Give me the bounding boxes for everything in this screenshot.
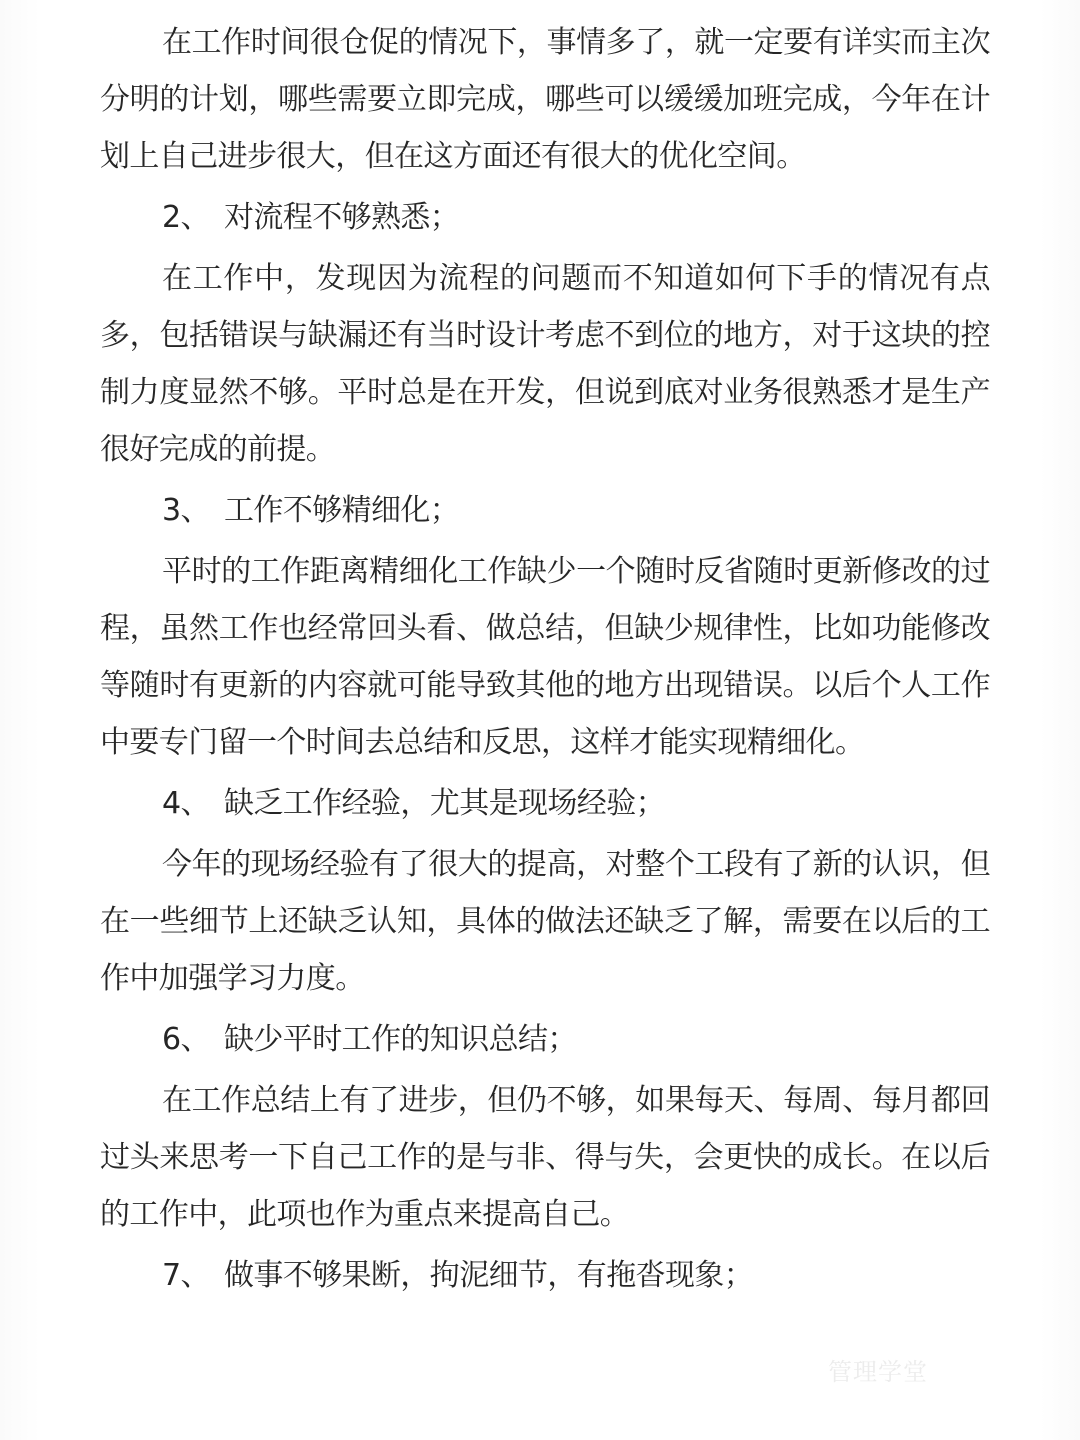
item-3-number: 3、 [162,493,210,528]
paragraph-process: 在工作中，发现因为流程的问题而不知道如何下手的情况有点多，包括错误与缺漏还有当时设计考虑不到位的地方，对于这块的控制力度显然不够。平时总是在开发，但说到底对业务很熟悉才是生产很好完成的前提。 [100,261,990,467]
item-7-heading [100,1247,990,1304]
item-4-number: 4、 [162,786,210,821]
item-2-heading [100,189,990,246]
paragraph-planning: 在工作时间很仓促的情况下，事情多了，就一定要有详实而主次分明的计划，哪些需要立即完成，哪些可以缓缓加班完成，今年在计划上自己进步很大，但在这方面还有很大的优化空间。 [100,25,990,174]
item-2-number: 2、 [162,200,210,235]
item-7-title: 做事不够果断，拘泥细节，有拖沓现象； [224,1258,754,1293]
item-6-heading [100,1011,990,1068]
item-6-number: 6、 [162,1022,210,1057]
item-7-number: 7、 [162,1258,210,1293]
watermark: 管理学堂 [828,1358,928,1386]
item-3-title: 工作不够精细化； [224,493,460,528]
paragraph-experience: 今年的现场经验有了很大的提高，对整个工段有了新的认识，但在一些细节上还缺乏认知，具体的做法还缺乏了解，需要在以后的工作中加强学习力度。 [100,847,990,996]
item-6-title: 缺少平时工作的知识总结； [224,1022,577,1057]
item-2-title: 对流程不够熟悉； [224,200,460,235]
item-4-title: 缺乏工作经验，尤其是现场经验； [224,786,665,821]
paragraph-refinement: 平时的工作距离精细化工作缺少一个随时反省随时更新修改的过程，虽然工作也经常回头看、做总结，但缺少规律性，比如功能修改等随时有更新的内容就可能导致其他的地方出现错误。以后个人工作中要专门留一个时间去总结和反思，这样才能实现精细化。 [100,554,990,760]
paragraph-summary: 在工作总结上有了进步，但仍不够，如果每天、每周、每月都回过头来思考一下自己工作的是与非、得与失，会更快的成长。在以后的工作中，此项也作为重点来提高自己。 [100,1083,990,1232]
item-4-heading [100,775,990,832]
document-body [100,14,990,1308]
item-3-heading [100,482,990,539]
